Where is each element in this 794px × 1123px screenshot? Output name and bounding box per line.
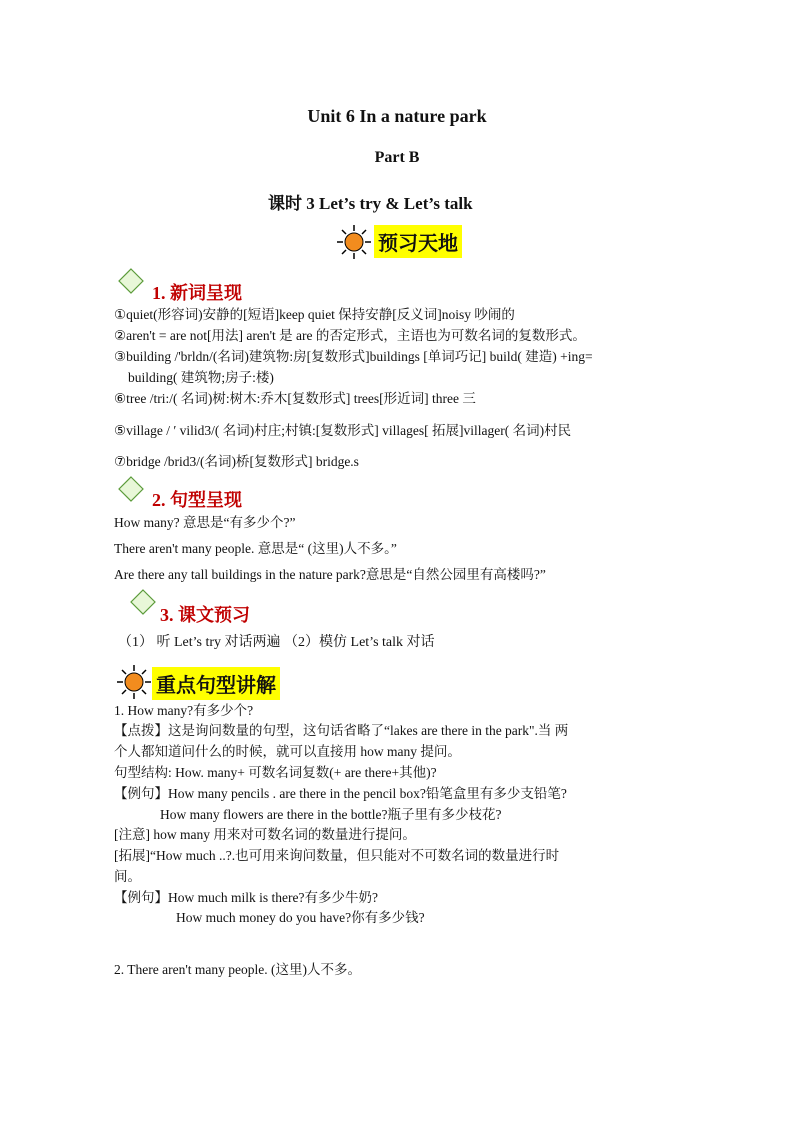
key-line: 【例句】How much milk is there?有多少牛奶? [114, 890, 378, 905]
unit-title: Unit 6 In a nature park [307, 106, 487, 126]
preview-banner: 预习天地 [374, 225, 462, 258]
sentence-pattern: There aren't many people. 意思是“ (这里)人不多。” [114, 541, 397, 556]
key-line: How much money do you have?你有多少钱? [176, 910, 425, 925]
part-label: Part B [374, 149, 420, 166]
section-title-text-preview: 3. 课文预习 [160, 605, 250, 625]
section-title-new-words: 1. 新词呈现 [152, 283, 242, 303]
section-title-sentences: 2. 句型呈现 [152, 490, 242, 510]
word-entry: ⑥tree /tri:/( 名词)树:树木:乔木[复数形式] trees[形近词] three 三 [114, 391, 476, 406]
word-entry: ①quiet(形容词)安静的[短语]keep quiet 保持安静[反义词]noisy 吵闹的 [114, 307, 515, 322]
word-entry: ⑦bridge /brid3/(名词)桥[复数形式] bridge.s [114, 454, 359, 469]
word-entry: ③building /'brldn/(名词)建筑物:房[复数形式]buildings [单词巧记] build( 建造) +ing= [114, 349, 593, 364]
diamond-icon [118, 268, 144, 294]
diamond-icon [118, 476, 144, 502]
sentence-pattern: How many? 意思是“有多少个?” [114, 515, 296, 530]
key-line: 2. There aren't many people. (这里)人不多。 [114, 962, 361, 977]
word-entry: ⑤village / ′ vilid3/( 名词)村庄;村镇:[复数形式] villages[ 拓展]villager( 名词)村民 [114, 423, 572, 438]
diamond-icon [130, 589, 156, 615]
key-line: 【例句】How many pencils . are there in the pencil box?铅笔盒里有多少支铅笔? [114, 786, 567, 801]
key-line: 个人都知道问什么的时候，就可以直接用 how many 提问。 [114, 744, 461, 759]
key-line: [注意] how many 用来对可数名词的数量进行提问。 [114, 827, 416, 842]
lesson-title: 课时 3 Let’s try & Let’s talk [268, 194, 473, 213]
sun-icon [116, 664, 152, 700]
word-entry-continued: building( 建筑物;房子:楼) [128, 370, 274, 385]
key-line: 【点拨】这是询问数量的句型，这句话省略了“lakes are there in the park".当 两 [114, 723, 569, 738]
preview-tasks: （1） 听 Let’s try 对话两遍 （2）模仿 Let’s talk 对话 [118, 635, 435, 650]
sun-icon [336, 224, 372, 260]
key-sentence-banner: 重点句型讲解 [152, 667, 280, 700]
key-line: 间。 [114, 869, 141, 884]
sentence-pattern: Are there any tall buildings in the nature park?意思是“自然公园里有高楼吗?” [114, 567, 546, 582]
key-line: 1. How many?有多少个? [114, 703, 254, 718]
word-entry: ②aren't = are not[用法] aren't 是 are 的否定形式，主语也为可数名词的复数形式。 [114, 328, 586, 343]
key-line: [拓展]“How much ..?.也可用来询问数量，但只能对不可数名词的数量进行时 [114, 848, 560, 863]
key-line: How many flowers are there in the bottle?瓶子里有多少枝花? [160, 807, 502, 822]
key-line: 句型结构: How. many+ 可数名词复数(+ are there+其他)? [114, 765, 437, 780]
